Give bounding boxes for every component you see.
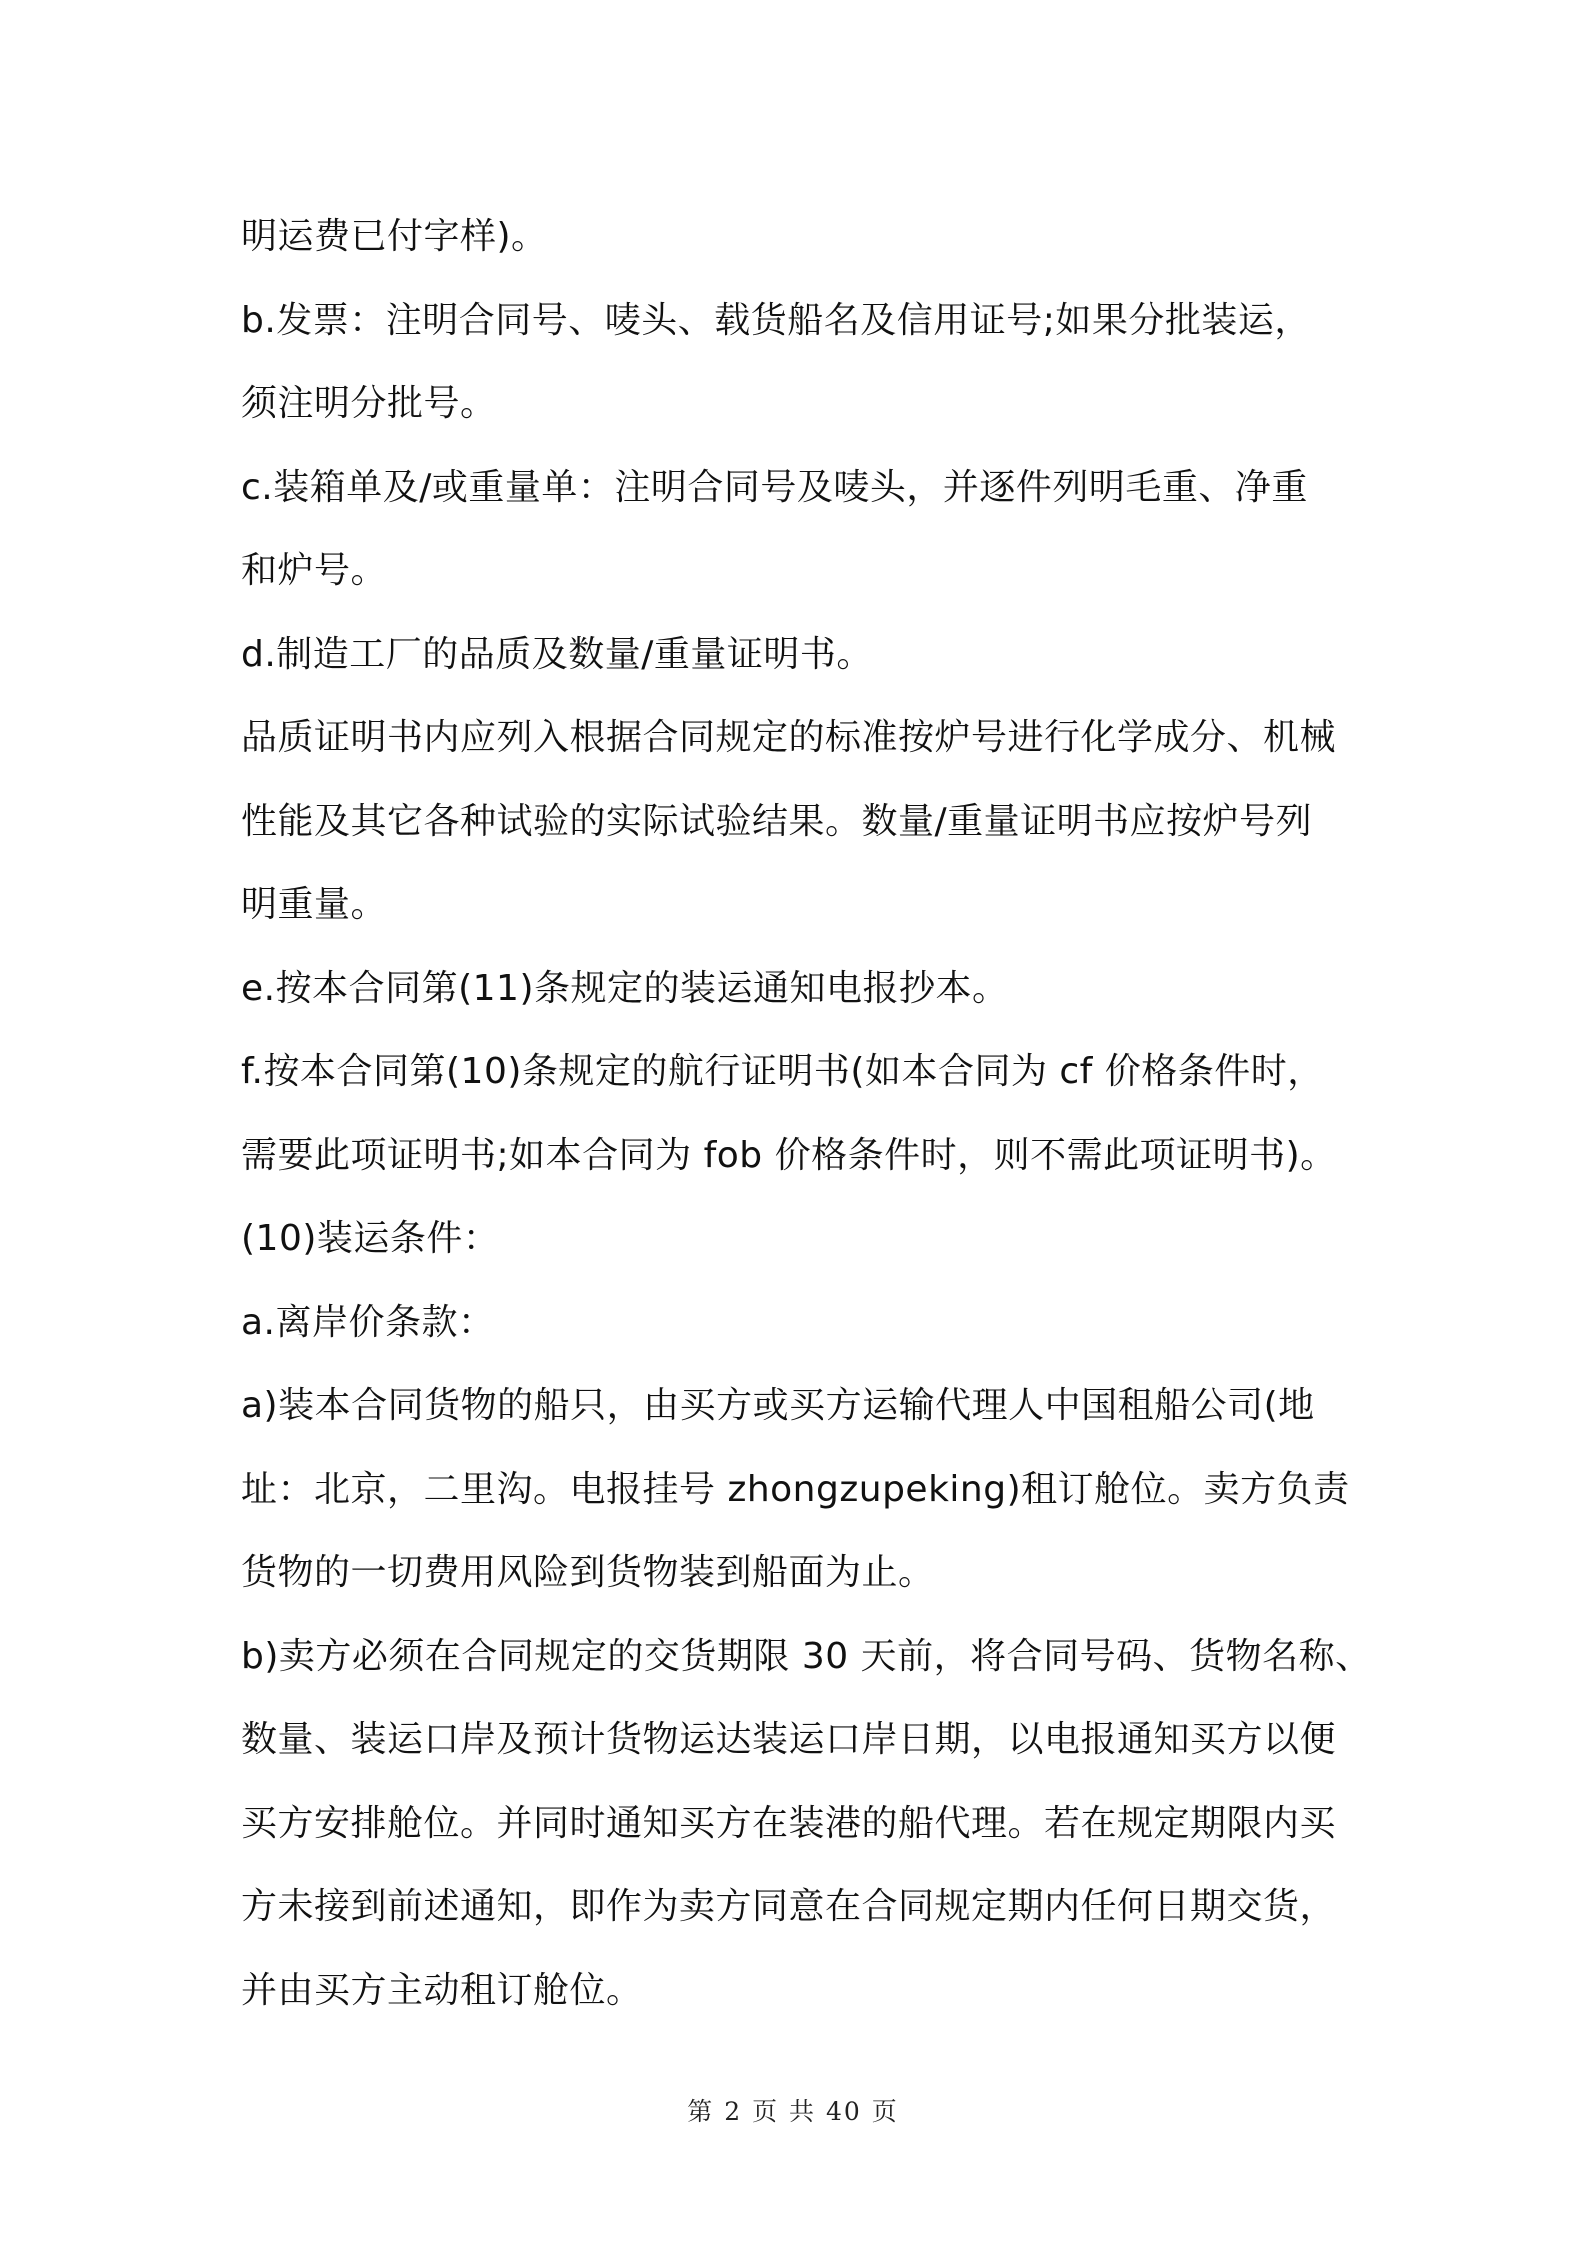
text-line: d.制造工厂的品质及数量/重量证明书。 (241, 633, 873, 675)
text-line: 数量、装运口岸及预计货物运达装运口岸日期，以电报通知买方以便 (241, 1719, 1337, 1760)
text-line: b)卖方必须在合同规定的交货期限 30 天前，将合同号码、货物名称、 (241, 1635, 1372, 1677)
text-line: 址：北京，二里沟。电报挂号 zhongzupeking)租订舱位。卖方负责 (241, 1468, 1350, 1510)
text-line: 明运费已付字样)。 (241, 216, 548, 257)
text-line: 性能及其它各种试验的实际试验结果。数量/重量证明书应按炉号列 (241, 800, 1313, 842)
page-footer (0, 2092, 1586, 2128)
text-line: 并由买方主动租订舱位。 (241, 1969, 643, 2011)
text-line: f.按本合同第(10)条规定的航行证明书(如本合同为 cf 价格条件时， (241, 1051, 1324, 1092)
text-line: c.装箱单及/或重量单：注明合同号及唛头，并逐件列明毛重、净重 (241, 466, 1308, 508)
text-line: a.离岸价条款： (241, 1301, 495, 1343)
text-line: 和炉号。 (241, 550, 388, 591)
text-line: 买方安排舱位。并同时通知买方在装港的船代理。若在规定期限内买 (241, 1802, 1337, 1844)
text-line: 须注明分批号。 (241, 383, 497, 424)
body-text (241, 195, 1381, 2032)
section-heading: (10)装运条件： (241, 1218, 500, 1259)
page-number: 第 2 页 共 40 页 (687, 2097, 899, 2126)
text-line: 品质证明书内应列入根据合同规定的标准按炉号进行化学成分、机械 (241, 717, 1337, 758)
text-line: e.按本合同第(11)条规定的装运通知电报抄本。 (241, 967, 1009, 1009)
text-line: b.发票：注明合同号、唛头、载货船名及信用证号;如果分批装运， (241, 299, 1311, 341)
text-line: a)装本合同货物的船只，由买方或买方运输代理人中国租船公司(地 (241, 1385, 1315, 1426)
text-line: 货物的一切费用风险到货物装到船面为止。 (241, 1552, 935, 1593)
text-line: 需要此项证明书;如本合同为 fob 价格条件时，则不需此项证明书)。 (241, 1134, 1337, 1176)
text-line: 明重量。 (241, 884, 388, 925)
text-line: 方未接到前述通知，即作为卖方同意在合同规定期内任何日期交货， (241, 1886, 1337, 1927)
